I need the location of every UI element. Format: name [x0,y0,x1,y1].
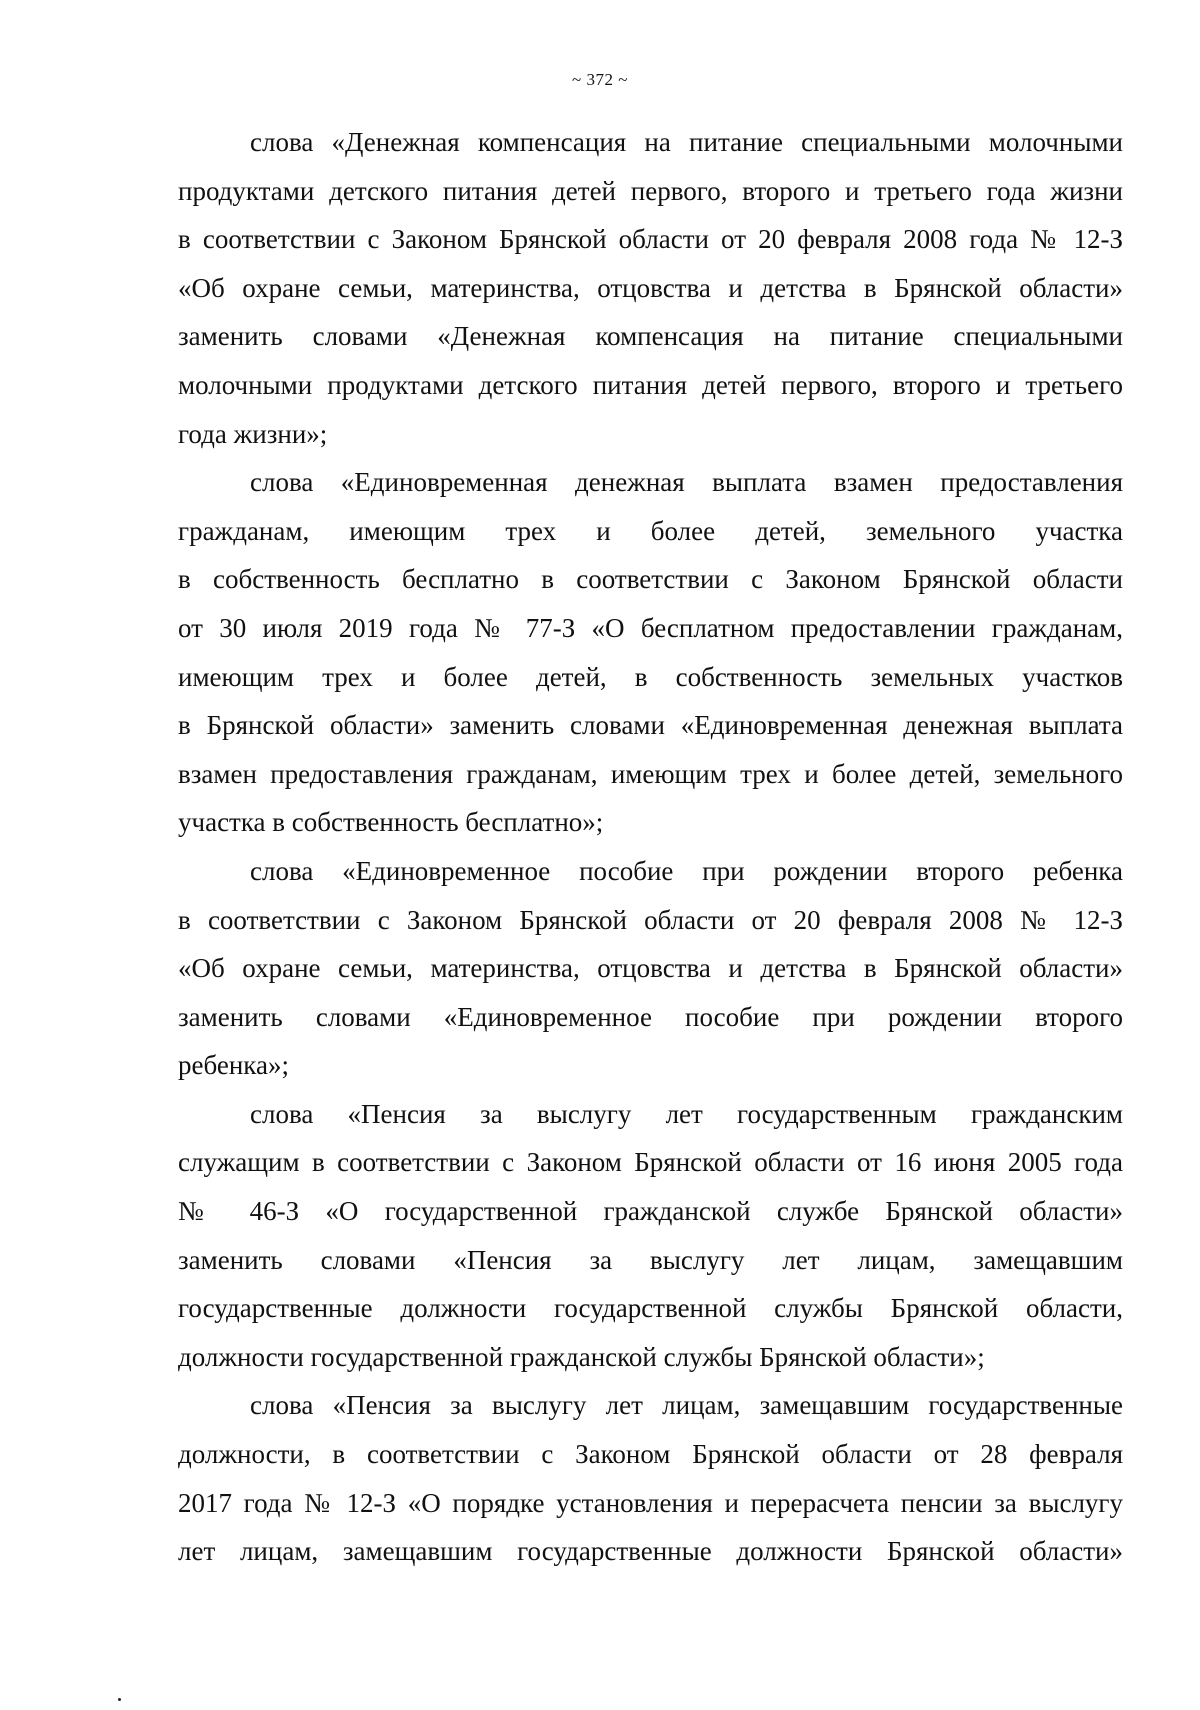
text-line: должности государственной гражданской службы Брянской области»; [178,1341,985,1372]
text-line: в соответствии с Законом Брянской области от 20 февраля 2008 года № 12-З [178,224,1123,255]
text-line: имеющим трех и более детей, в собственность земельных участков [178,661,1123,692]
text-line: в соответствии с Законом Брянской области от 20 февраля 2008 № 12-З [178,904,1123,935]
text-line: «Об охране семьи, материнства, отцовства и детства в Брянской области» [178,953,1123,984]
text-line: в Брянской области» заменить словами «Единовременная денежная выплата [178,710,1123,741]
text-line: заменить словами «Единовременное пособие при рождении второго [178,1001,1123,1032]
text-line: 2017 года № 12-З «О порядке установления и перерасчета пенсии за выслугу [178,1487,1123,1518]
text-line: слова «Денежная компенсация на питание специальными молочными [250,127,1123,157]
paragraph-2 [178,458,1123,847]
paragraph-5 [178,1381,1123,1575]
text-line: слова «Пенсия за выслугу лет лицам, замещавшим государственные [250,1390,1123,1421]
text-line: гражданам, имеющим трех и более детей, земельного участка [178,515,1123,546]
text-line: продуктами детского питания детей первого, второго и третьего года жизни [178,175,1123,206]
page-number: ~ 372 ~ [572,70,628,89]
text-line: заменить словами «Денежная компенсация на питание специальными [178,321,1123,352]
text-line: от 30 июля 2019 года № 77-З «О бесплатном предоставлении гражданам, [178,612,1123,643]
text-line: слова «Пенсия за выслугу лет государственным гражданским [250,1098,1123,1129]
text-line: молочными продуктами детского питания детей первого, второго и третьего [178,369,1123,400]
text-line: «Об охране семьи, материнства, отцовства и детства в Брянской области» [178,272,1123,303]
text-line: года жизни»; [178,418,328,449]
text-line: лет лицам, замещавшим государственные должности Брянской области» [178,1536,1123,1567]
text-line: взамен предоставления гражданам, имеющим трех и более детей, земельного [178,758,1123,789]
text-line: заменить словами «Пенсия за выслугу лет лицам, замещавшим [178,1244,1123,1275]
text-line: участка в собственность бесплатно»; [178,807,604,838]
document-body [178,118,1123,1576]
paragraph-1 [178,118,1123,458]
paragraph-3 [178,847,1123,1090]
text-line: должности, в соответствии с Законом Брянской области от 28 февраля [178,1439,1123,1470]
text-line: в собственность бесплатно в соответствии с Законом Брянской области [178,564,1123,595]
text-line: слова «Единовременное пособие при рождении второго ребенка [250,855,1123,886]
text-line: государственные должности государственной службы Брянской области, [178,1293,1123,1324]
text-line: № 46-З «О государственной гражданской службе Брянской области» [178,1196,1123,1227]
text-line: ребенка»; [178,1050,289,1081]
scan-speck [118,1698,121,1701]
text-line: служащим в соответствии с Законом Брянской области от 16 июня 2005 года [178,1147,1123,1178]
text-line: слова «Единовременная денежная выплата взамен предоставления [250,467,1123,498]
paragraph-4 [178,1090,1123,1382]
